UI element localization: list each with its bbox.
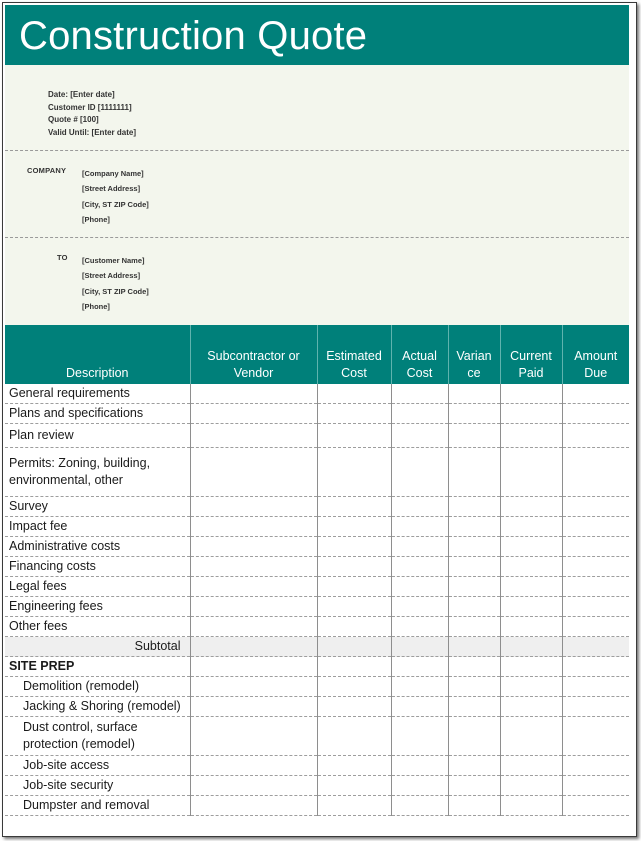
table-row [5,424,629,448]
amount-due-cell[interactable] [562,404,629,424]
vendor-cell[interactable] [190,796,317,816]
estimated-cost-cell[interactable] [317,404,391,424]
table-row [5,577,629,597]
table-row [5,517,629,537]
actual-cost-cell[interactable] [391,557,448,577]
estimated-cost-cell[interactable] [317,557,391,577]
actual-cost-cell[interactable] [391,384,448,404]
amount-due-cell[interactable] [562,557,629,577]
actual-cost-cell[interactable] [391,796,448,816]
table-row [5,796,629,816]
amount-due-cell[interactable] [562,657,629,677]
col-header-actual-cost: Actual Cost [391,325,448,384]
variance-cell[interactable] [448,677,500,697]
table-row [5,537,629,557]
row-description[interactable]: Dust control, surface protection (remodel) [5,717,190,756]
variance-cell[interactable] [448,497,500,517]
variance-cell[interactable] [448,517,500,537]
row-description[interactable]: Other fees [5,617,190,637]
estimated-cost-cell[interactable] [317,637,391,657]
table-row [5,756,629,776]
estimated-cost-cell[interactable] [317,537,391,557]
current-paid-cell[interactable] [500,537,562,557]
estimated-cost-cell[interactable] [317,657,391,677]
actual-cost-cell[interactable] [391,617,448,637]
to-label: TO [57,253,68,262]
estimated-cost-cell[interactable] [317,796,391,816]
document-frame [2,2,637,837]
company-city-field[interactable]: [City, ST ZIP Code] [82,199,149,209]
amount-due-cell[interactable] [562,384,629,404]
row-description[interactable]: Demolition (remodel) [5,677,190,697]
row-description[interactable]: Administrative costs [5,537,190,557]
table-row [5,404,629,424]
amount-due-cell[interactable] [562,597,629,617]
estimated-cost-cell[interactable] [317,577,391,597]
estimated-cost-cell[interactable] [317,448,391,497]
row-description[interactable]: Jacking & Shoring (remodel) [5,697,190,717]
variance-cell[interactable] [448,424,500,448]
table-row [5,384,629,404]
customer-phone-field[interactable]: [Phone] [82,301,110,311]
variance-cell[interactable] [448,657,500,677]
variance-cell[interactable] [448,617,500,637]
actual-cost-cell[interactable] [391,717,448,756]
estimated-cost-cell[interactable] [317,497,391,517]
quote-number-field[interactable]: Quote # [100] [48,115,99,124]
current-paid-cell[interactable] [500,404,562,424]
amount-due-cell[interactable] [562,677,629,697]
row-description[interactable]: Dumpster and removal [5,796,190,816]
vendor-cell[interactable] [190,497,317,517]
row-description[interactable]: Permits: Zoning, building, environmental, other [5,448,190,497]
actual-cost-cell[interactable] [391,697,448,717]
variance-cell[interactable] [448,776,500,796]
subtotal-label: Subtotal [5,637,190,657]
table-row [5,677,629,697]
cost-table [5,325,629,816]
variance-cell[interactable] [448,796,500,816]
vendor-cell[interactable] [190,677,317,697]
amount-due-cell[interactable] [562,756,629,776]
actual-cost-cell[interactable] [391,404,448,424]
actual-cost-cell[interactable] [391,577,448,597]
estimated-cost-cell[interactable] [317,756,391,776]
company-phone-field[interactable]: [Phone] [82,214,110,224]
col-header-vendor: Subcontractor or Vendor [190,325,317,384]
quote-sheet [5,5,629,831]
company-street-field[interactable]: [Street Address] [82,184,141,194]
row-description[interactable]: Engineering fees [5,597,190,617]
info-section [5,65,629,325]
vendor-cell[interactable] [190,577,317,597]
actual-cost-cell[interactable] [391,424,448,448]
title-bar [5,5,629,65]
variance-cell[interactable] [448,597,500,617]
row-description[interactable]: Survey [5,497,190,517]
current-paid-cell[interactable] [500,697,562,717]
vendor-cell[interactable] [190,424,317,448]
actual-cost-cell[interactable] [391,677,448,697]
amount-due-cell[interactable] [562,697,629,717]
amount-due-cell[interactable] [562,617,629,637]
customer-name-field[interactable]: [Customer Name] [82,256,145,265]
table-row [5,697,629,717]
actual-cost-cell[interactable] [391,776,448,796]
variance-cell[interactable] [448,577,500,597]
actual-cost-cell[interactable] [391,517,448,537]
table-row [5,597,629,617]
current-paid-cell[interactable] [500,717,562,756]
current-paid-cell[interactable] [500,637,562,657]
col-header-description: Description [5,325,190,384]
vendor-cell[interactable] [190,637,317,657]
actual-cost-cell[interactable] [391,637,448,657]
table-row [5,497,629,517]
vendor-cell[interactable] [190,657,317,677]
company-block [5,151,629,238]
estimated-cost-cell[interactable] [317,617,391,637]
amount-due-cell[interactable] [562,517,629,537]
estimated-cost-cell[interactable] [317,677,391,697]
vendor-cell[interactable] [190,597,317,617]
quote-meta [5,65,629,151]
current-paid-cell[interactable] [500,756,562,776]
current-paid-cell[interactable] [500,776,562,796]
amount-due-cell[interactable] [562,448,629,497]
variance-cell[interactable] [448,637,500,657]
vendor-cell[interactable] [190,384,317,404]
amount-due-cell[interactable] [562,424,629,448]
customer-city-field[interactable]: [City, ST ZIP Code] [82,286,149,296]
current-paid-cell[interactable] [500,657,562,677]
row-description[interactable]: General requirements [5,384,190,404]
actual-cost-cell[interactable] [391,497,448,517]
variance-cell[interactable] [448,384,500,404]
estimated-cost-cell[interactable] [317,776,391,796]
current-paid-cell[interactable] [500,448,562,497]
estimated-cost-cell[interactable] [317,517,391,537]
vendor-cell[interactable] [190,617,317,637]
current-paid-cell[interactable] [500,384,562,404]
vendor-cell[interactable] [190,776,317,796]
variance-cell[interactable] [448,756,500,776]
table-row [5,557,629,577]
vendor-cell[interactable] [190,756,317,776]
amount-due-cell[interactable] [562,776,629,796]
current-paid-cell[interactable] [500,677,562,697]
table-header-row [5,325,629,384]
vendor-cell[interactable] [190,697,317,717]
row-description[interactable]: Job-site security [5,776,190,796]
amount-due-cell[interactable] [562,796,629,816]
actual-cost-cell[interactable] [391,756,448,776]
subtotal-row [5,637,629,657]
col-header-estimated-cost: Estimated Cost [317,325,391,384]
current-paid-cell[interactable] [500,557,562,577]
customer-block [5,238,629,325]
row-description[interactable]: Plans and specifications [5,404,190,424]
current-paid-cell[interactable] [500,517,562,537]
actual-cost-cell[interactable] [391,537,448,557]
current-paid-cell[interactable] [500,424,562,448]
estimated-cost-cell[interactable] [317,597,391,617]
row-description[interactable]: Plan review [5,424,190,448]
table-row [5,717,629,756]
section-row [5,657,629,677]
variance-cell[interactable] [448,537,500,557]
customer-street-field[interactable]: [Street Address] [82,271,141,281]
vendor-cell[interactable] [190,537,317,557]
current-paid-cell[interactable] [500,597,562,617]
page-title: Construction Quote [19,14,368,58]
amount-due-cell[interactable] [562,637,629,657]
amount-due-cell[interactable] [562,717,629,756]
estimated-cost-cell[interactable] [317,424,391,448]
date-field[interactable]: Date: [Enter date] [48,90,115,99]
actual-cost-cell[interactable] [391,597,448,617]
section-heading-site-prep: SITE PREP [5,657,190,677]
customer-id-field[interactable]: Customer ID [1111111] [48,102,132,112]
row-description[interactable]: Job-site access [5,756,190,776]
current-paid-cell[interactable] [500,497,562,517]
company-name-field[interactable]: [Company Name] [82,169,144,178]
amount-due-cell[interactable] [562,537,629,557]
actual-cost-cell[interactable] [391,448,448,497]
row-description[interactable]: Impact fee [5,517,190,537]
estimated-cost-cell[interactable] [317,384,391,404]
vendor-cell[interactable] [190,404,317,424]
variance-cell[interactable] [448,557,500,577]
vendor-cell[interactable] [190,717,317,756]
table-row [5,617,629,637]
valid-until-field[interactable]: Valid Until: [Enter date] [48,127,137,137]
row-description[interactable]: Legal fees [5,577,190,597]
current-paid-cell[interactable] [500,577,562,597]
table-row [5,448,629,497]
variance-cell[interactable] [448,448,500,497]
variance-cell[interactable] [448,404,500,424]
col-header-variance: Varian ce [448,325,500,384]
amount-due-cell[interactable] [562,577,629,597]
amount-due-cell[interactable] [562,497,629,517]
estimated-cost-cell[interactable] [317,697,391,717]
col-header-current-paid: Current Paid [500,325,562,384]
table-row [5,776,629,796]
vendor-cell[interactable] [190,517,317,537]
estimated-cost-cell[interactable] [317,717,391,756]
actual-cost-cell[interactable] [391,657,448,677]
company-label: COMPANY [27,166,67,175]
current-paid-cell[interactable] [500,617,562,637]
col-header-amount-due: Amount Due [562,325,629,384]
row-description[interactable]: Financing costs [5,557,190,577]
current-paid-cell[interactable] [500,796,562,816]
variance-cell[interactable] [448,697,500,717]
variance-cell[interactable] [448,717,500,756]
vendor-cell[interactable] [190,448,317,497]
vendor-cell[interactable] [190,557,317,577]
